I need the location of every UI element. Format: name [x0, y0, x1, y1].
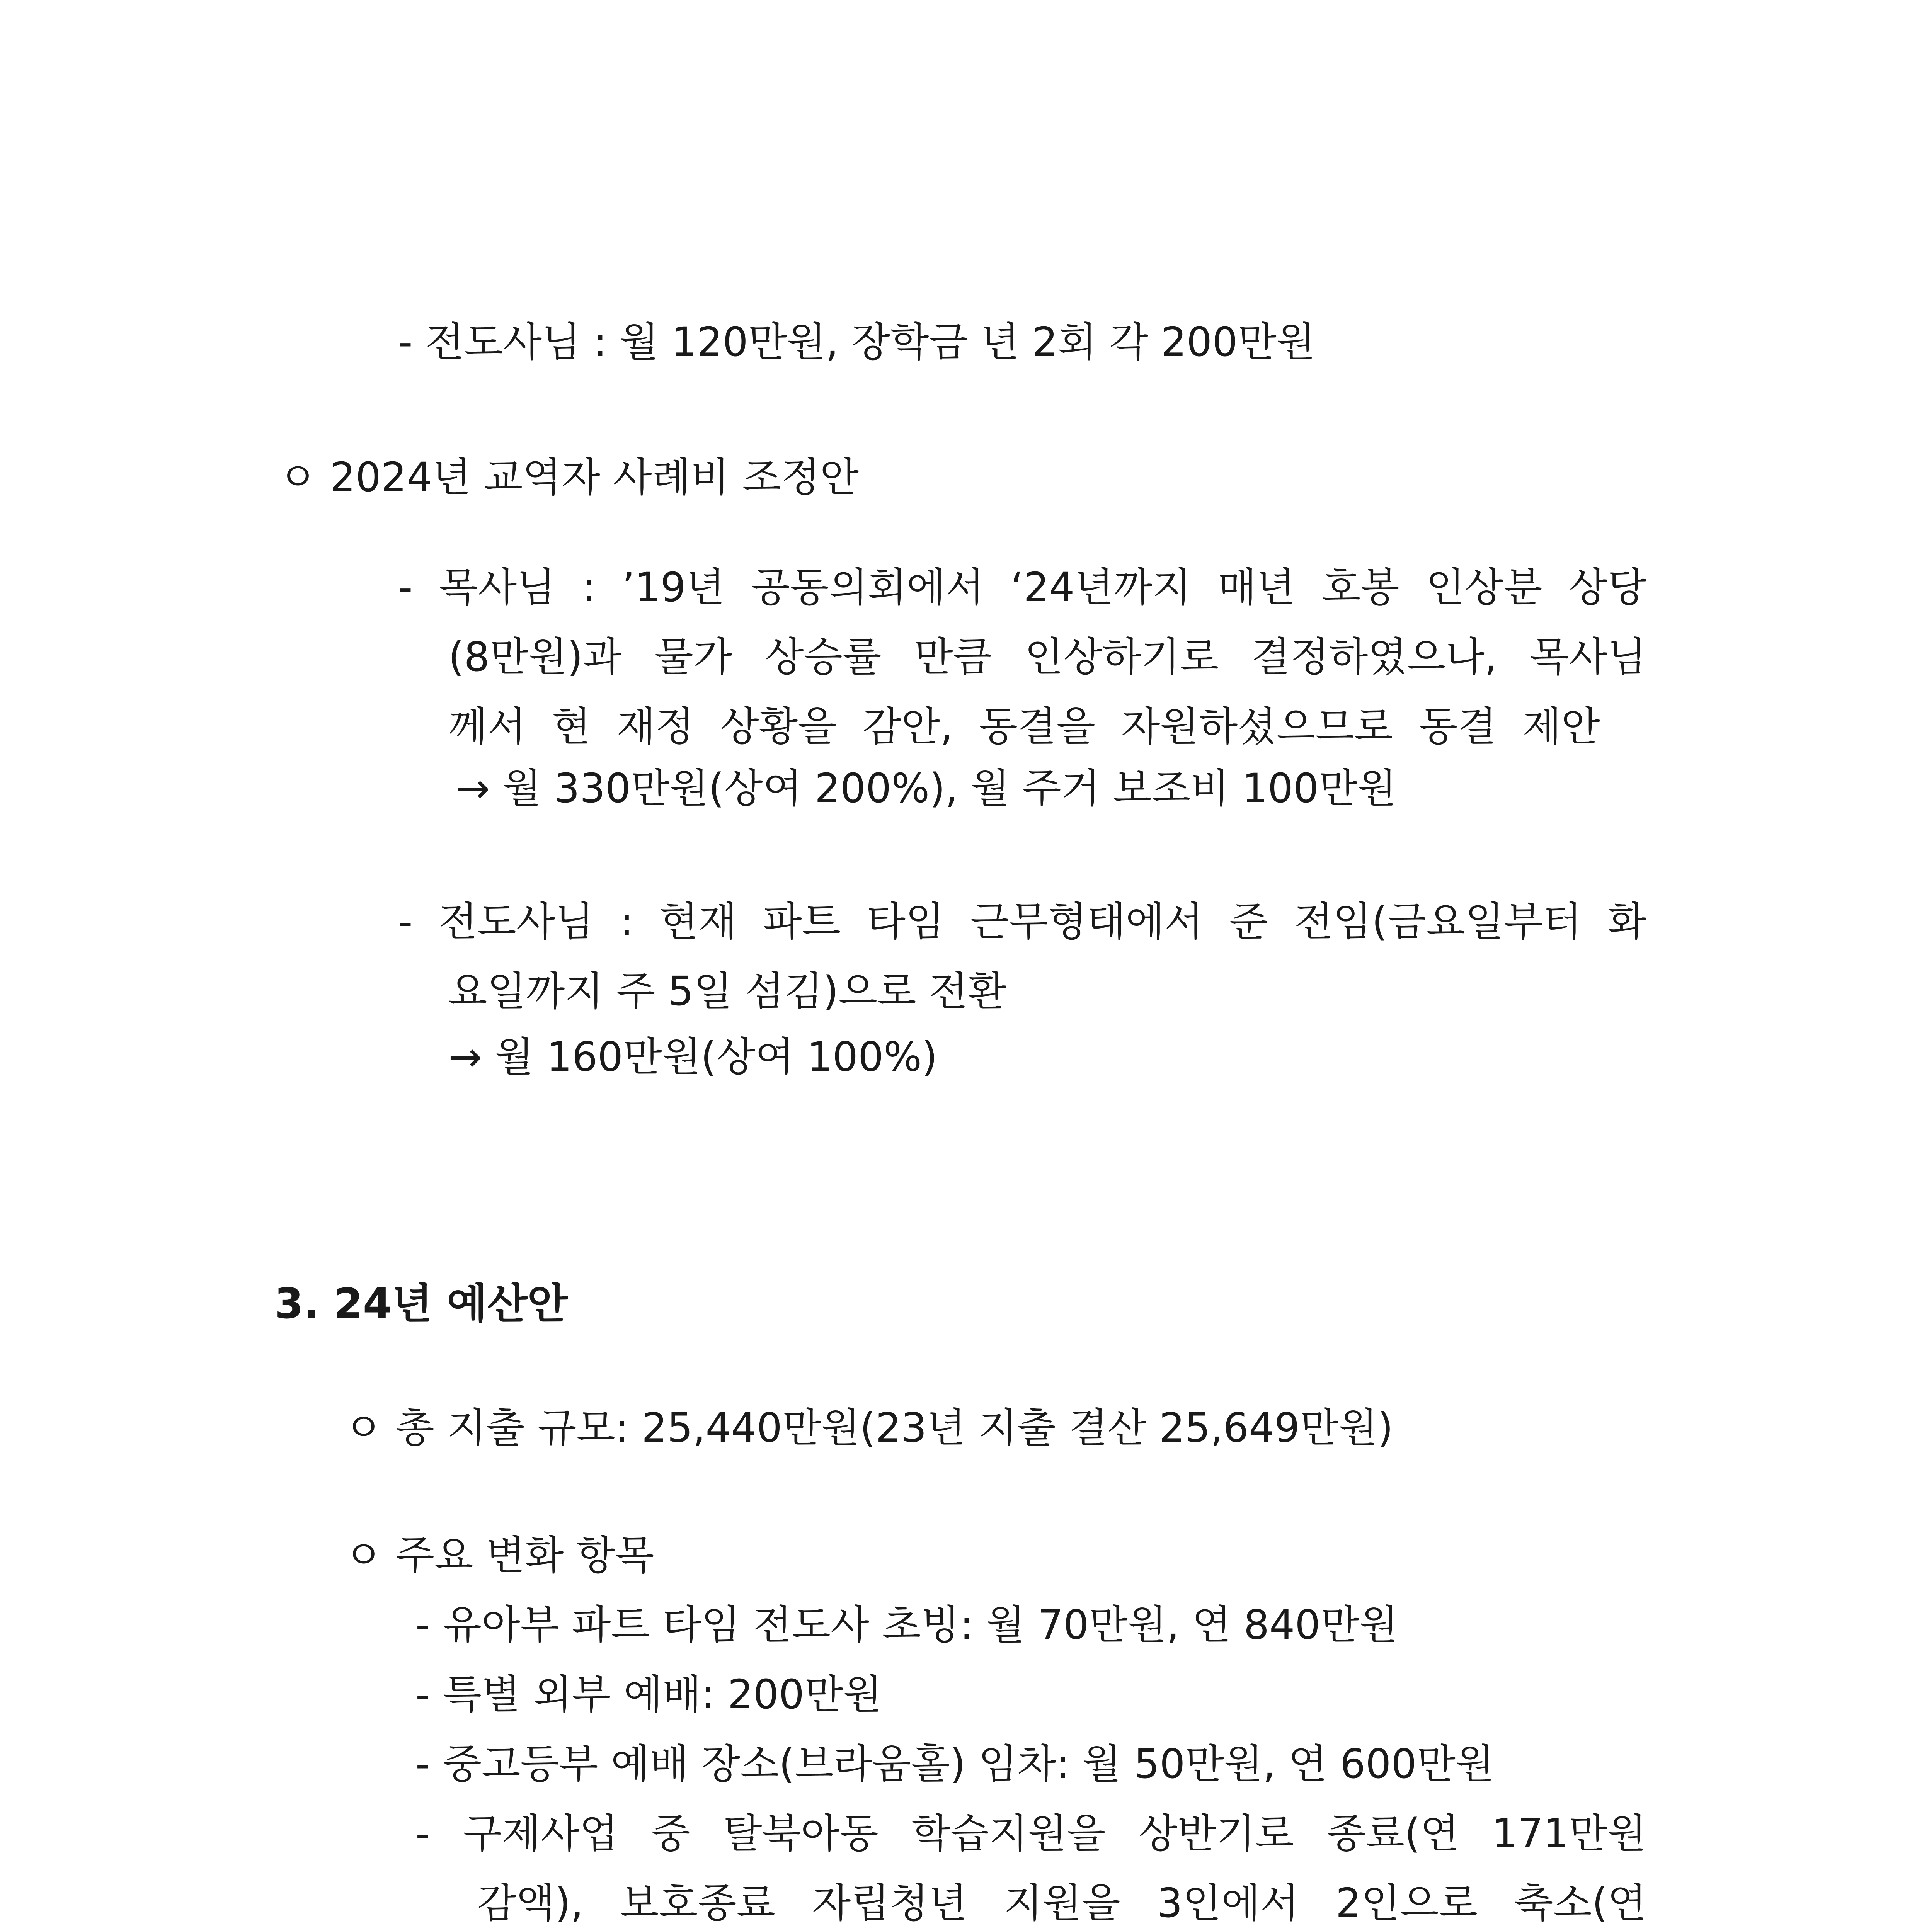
pastor-line-3: 께서 현 재정 상황을 감안, 동결을 자원하셨으므로 동결 제안: [448, 703, 1600, 750]
change-item-2: - 특별 외부 예배: 200만원: [415, 1671, 882, 1718]
change-item-1: - 유아부 파트 타임 전도사 초빙: 월 70만원, 연 840만원: [415, 1601, 1398, 1648]
section-3-heading: 3. 24년 예산안: [274, 1280, 568, 1328]
pay-adjustment-title: ㅇ 2024년 교역자 사례비 조정안: [278, 454, 859, 501]
change-item-4-line-2: 감액), 보호종료 자립청년 지원을 3인에서 2인으로 축소(연: [477, 1879, 1646, 1927]
major-changes-title: ㅇ 주요 변화 항목: [344, 1532, 654, 1579]
evangelist-line-1: - 전도사님 : 현재 파트 타임 근무형태에서 준 전임(금요일부터 화: [398, 898, 1646, 945]
evangelist-line-2: 요일까지 주 5일 섬김)으로 전환: [448, 968, 1007, 1015]
pastor-line-2: (8만원)과 물가 상승률 만큼 인상하기로 결정하였으나, 목사님: [448, 633, 1646, 680]
change-item-3: - 중고등부 예배 장소(브라움홀) 임차: 월 50만원, 연 600만원: [415, 1740, 1495, 1787]
evangelist-result: → 월 160만원(상여 100%): [448, 1033, 938, 1080]
pastor-line-1: - 목사님 : ’19년 공동의회에서 ‘24년까지 매년 호봉 인상분 상당: [398, 564, 1646, 611]
pastor-result: → 월 330만원(상여 200%), 월 주거 보조비 100만원: [456, 765, 1397, 812]
change-item-4-line-1: - 구제사업 중 탈북아동 학습지원을 상반기로 종료(연 171만원: [415, 1810, 1646, 1857]
evangelist-current-pay: - 전도사님 : 월 120만원, 장학금 년 2회 각 200만원: [398, 318, 1316, 366]
total-expenditure: ㅇ 총 지출 규모: 25,440만원(23년 지출 결산 25,649만원): [344, 1404, 1393, 1451]
